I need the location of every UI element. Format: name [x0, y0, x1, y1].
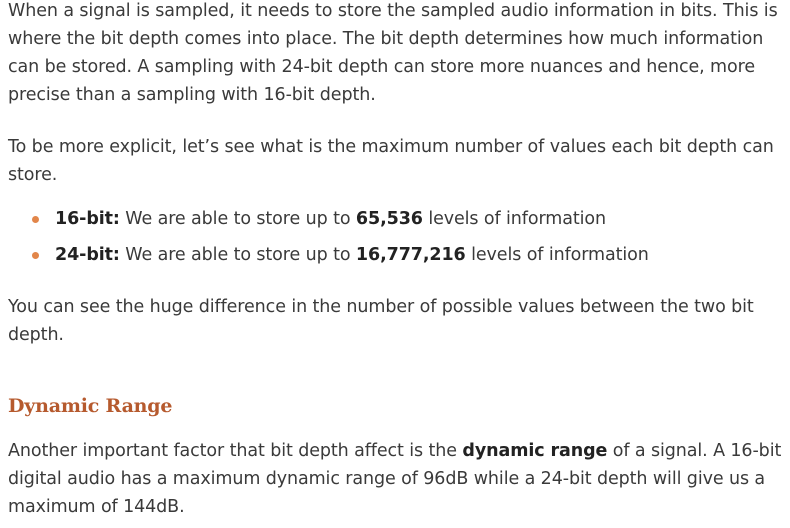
dynamic-range-paragraph [8, 437, 790, 521]
paragraph-text: Another important factor that bit depth affect is the [8, 441, 463, 461]
article-body [8, 0, 790, 521]
bullet-dot-icon [32, 252, 39, 259]
bullet-value: 65,536 [355, 209, 423, 229]
explicit-paragraph: To be more explicit, let’s see what is the maximum number of values each bit depth can store. [8, 137, 774, 185]
bullet-text: We are able to store up to [119, 245, 356, 265]
difference-paragraph: You can see the huge difference in the number of possible values between the two bit depth. [8, 297, 754, 345]
list-item [8, 205, 790, 241]
intro-paragraph: When a signal is sampled, it needs to store the sampled audio information in bits. This is where the bit depth comes into place. The bit depth determines how much information can be stored. A sampling with 24-bit depth can store more nuances and hence, more precise than a sampling with 16-bit depth. [8, 1, 778, 105]
bullet-value: 16,777,216 [355, 245, 466, 265]
bullet-text: levels of information [422, 209, 606, 229]
bold-term: dynamic range [462, 441, 608, 461]
section-heading: Dynamic Range [8, 395, 173, 417]
bit-depth-list [8, 205, 790, 277]
bullet-label: 16-bit: [55, 209, 120, 229]
bullet-dot-icon [32, 216, 39, 223]
list-item [8, 241, 790, 277]
bullet-text: levels of information [465, 245, 649, 265]
bullet-label: 24-bit: [55, 245, 120, 265]
paragraph-text: of a signal. A 16-bit digital audio has a maximum dynamic range of 96dB while a 24-bit depth will give us a maximum of 144dB. [8, 441, 782, 517]
bullet-text: We are able to store up to [119, 209, 356, 229]
